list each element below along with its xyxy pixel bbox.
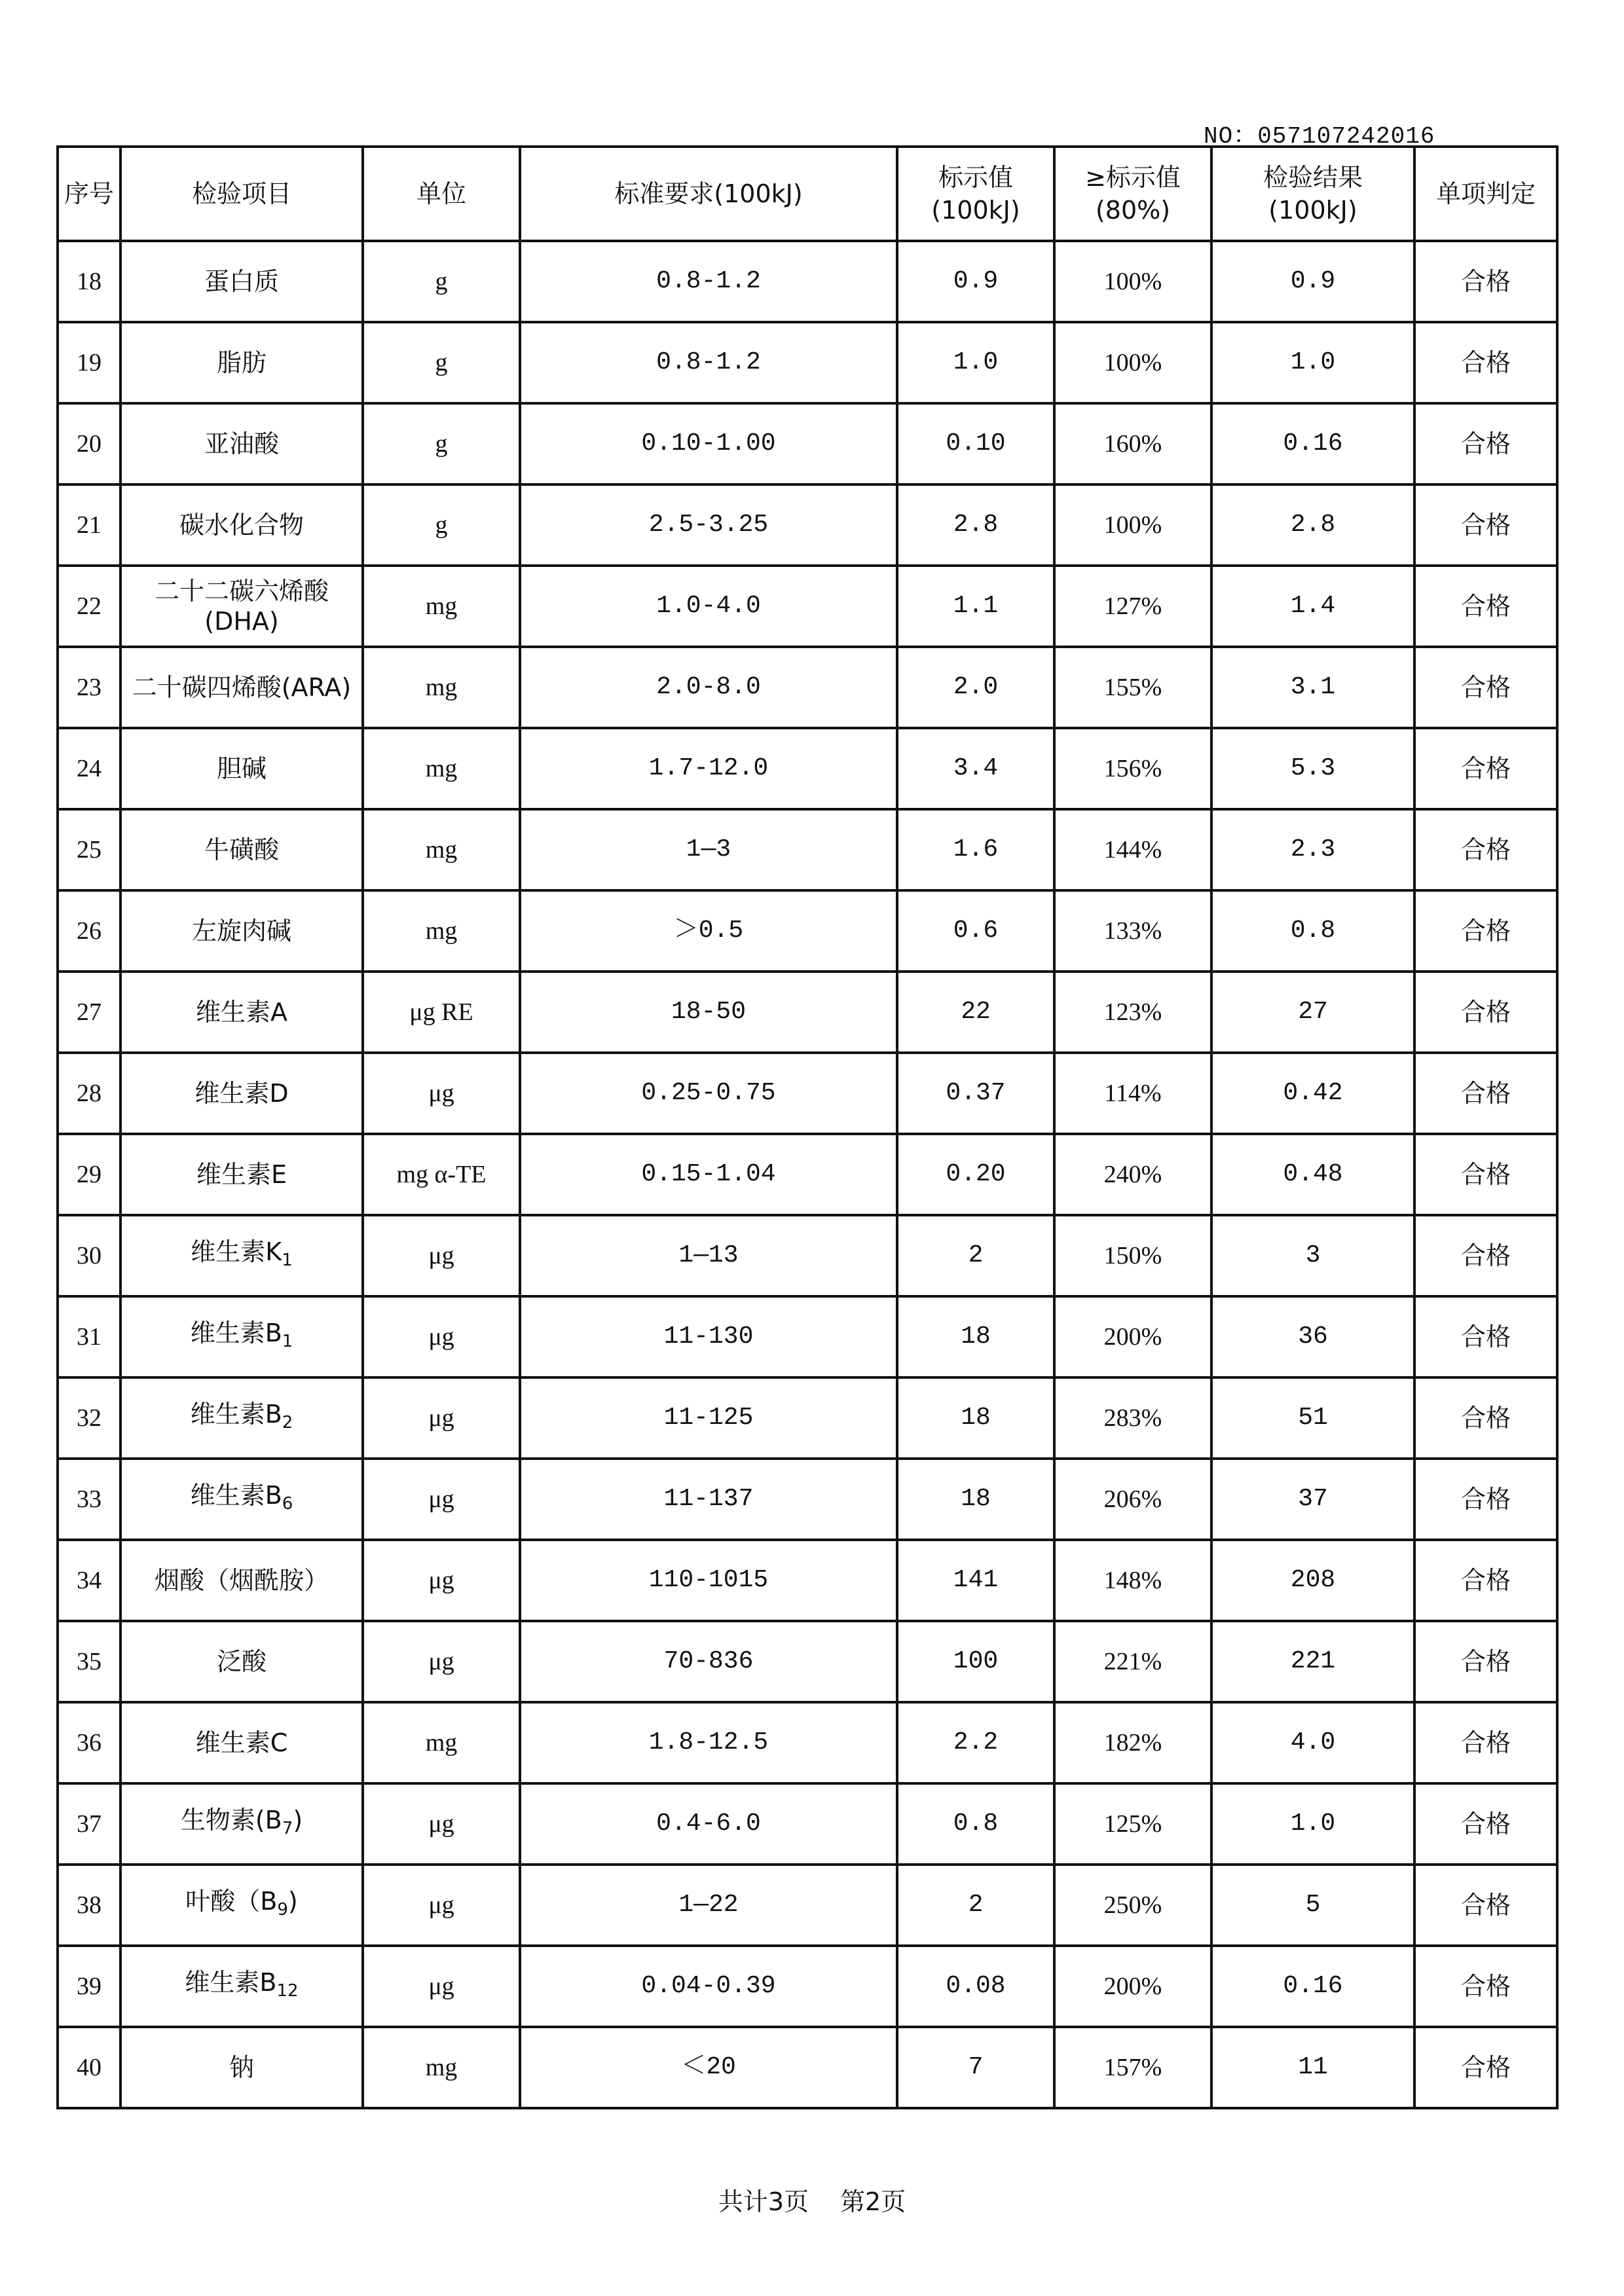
cell-labeled-value: 18 — [897, 1296, 1054, 1377]
cell-labeled-value: 2.2 — [897, 1702, 1054, 1783]
item-subscript: 9 — [277, 1899, 288, 1920]
cell-test-result: 5 — [1211, 1865, 1414, 1946]
cell-item: 烟酸（烟酰胺） — [120, 1540, 363, 1621]
cell-seq: 18 — [58, 241, 120, 322]
table-row — [58, 1783, 1557, 1865]
table-row — [58, 1621, 1557, 1702]
cell-item: 维生素E — [120, 1134, 363, 1215]
cell-seq: 20 — [58, 403, 120, 484]
cell-item: 蛋白质 — [120, 241, 363, 322]
cell-seq: 35 — [58, 1621, 120, 1702]
cell-test-result: 0.48 — [1211, 1134, 1414, 1215]
cell-item: 维生素A — [120, 972, 363, 1053]
cell-unit: μg — [363, 1946, 520, 2027]
report-number: NO：057107242016 — [1204, 123, 1435, 150]
cell-test-result: 4.0 — [1211, 1702, 1414, 1783]
cell-pct-of-labeled: 148% — [1054, 1540, 1211, 1621]
cell-unit: μg RE — [363, 972, 520, 1053]
cell-verdict: 合格 — [1414, 2027, 1557, 2108]
cell-seq: 34 — [58, 1540, 120, 1621]
cell-standard: 1.0-4.0 — [520, 566, 897, 647]
cell-item: 二十二碳六烯酸 (DHA) — [120, 566, 363, 647]
cell-labeled-value: 1.6 — [897, 809, 1054, 890]
cell-labeled-value: 0.20 — [897, 1134, 1054, 1215]
cell-unit: mg — [363, 566, 520, 647]
cell-pct-of-labeled: 100% — [1054, 484, 1211, 566]
cell-pct-of-labeled: 240% — [1054, 1134, 1211, 1215]
cell-test-result: 1.0 — [1211, 1783, 1414, 1865]
table-row — [58, 1540, 1557, 1621]
cell-item: 碳水化合物 — [120, 484, 363, 566]
cell-test-result: 36 — [1211, 1296, 1414, 1377]
cell-labeled-value: 2.8 — [897, 484, 1054, 566]
cell-verdict: 合格 — [1414, 1865, 1557, 1946]
table-row — [58, 1215, 1557, 1296]
cell-unit: μg — [363, 1783, 520, 1865]
cell-standard: 1—13 — [520, 1215, 897, 1296]
table-row — [58, 1865, 1557, 1946]
cell-labeled-value: 0.37 — [897, 1053, 1054, 1134]
cell-verdict: 合格 — [1414, 809, 1557, 890]
table-row — [58, 647, 1557, 728]
cell-pct-of-labeled: 114% — [1054, 1053, 1211, 1134]
cell-item: 泛酸 — [120, 1621, 363, 1702]
cell-unit: μg — [363, 1621, 520, 1702]
table-row — [58, 1053, 1557, 1134]
cell-unit: mg — [363, 728, 520, 809]
cell-pct-of-labeled: 156% — [1054, 728, 1211, 809]
cell-verdict: 合格 — [1414, 1540, 1557, 1621]
cell-unit: μg — [363, 1296, 520, 1377]
cell-verdict: 合格 — [1414, 1134, 1557, 1215]
cell-item: 维生素D — [120, 1053, 363, 1134]
cell-seq: 37 — [58, 1783, 120, 1865]
cell-unit: g — [363, 322, 520, 403]
cell-labeled-value: 0.08 — [897, 1946, 1054, 2027]
cell-pct-of-labeled: 127% — [1054, 566, 1211, 647]
cell-item: 钠 — [120, 2027, 363, 2108]
cell-test-result: 0.16 — [1211, 403, 1414, 484]
cell-verdict: 合格 — [1414, 890, 1557, 972]
cell-labeled-value: 0.10 — [897, 403, 1054, 484]
total-pages: 共计3页 — [718, 2187, 809, 2216]
cell-test-result: 3 — [1211, 1215, 1414, 1296]
cell-unit: mg — [363, 890, 520, 972]
cell-seq: 29 — [58, 1134, 120, 1215]
cell-standard: 0.25-0.75 — [520, 1053, 897, 1134]
cell-seq: 32 — [58, 1377, 120, 1459]
cell-verdict: 合格 — [1414, 241, 1557, 322]
cell-pct-of-labeled: 100% — [1054, 322, 1211, 403]
cell-standard: 0.10-1.00 — [520, 403, 897, 484]
cell-item: 生物素$(B_7)$ — [120, 1783, 363, 1865]
cell-seq: 22 — [58, 566, 120, 647]
cell-standard: 2.0-8.0 — [520, 647, 897, 728]
cell-labeled-value: 3.4 — [897, 728, 1054, 809]
header-pct-of-labeled: ≥标示值 (80%) — [1054, 147, 1211, 241]
cell-standard: 1.8-12.5 — [520, 1702, 897, 1783]
cell-verdict: 合格 — [1414, 1459, 1557, 1540]
cell-unit: μg — [363, 1540, 520, 1621]
cell-item: 脂肪 — [120, 322, 363, 403]
cell-test-result: 1.0 — [1211, 322, 1414, 403]
cell-labeled-value: 7 — [897, 2027, 1054, 2108]
cell-standard: 0.4-6.0 — [520, 1783, 897, 1865]
cell-unit: μg — [363, 1215, 520, 1296]
table-row — [58, 1377, 1557, 1459]
inspection-results-table — [56, 145, 1559, 2109]
cell-pct-of-labeled: 160% — [1054, 403, 1211, 484]
cell-pct-of-labeled: 182% — [1054, 1702, 1211, 1783]
cell-unit: μg — [363, 1459, 520, 1540]
cell-verdict: 合格 — [1414, 566, 1557, 647]
cell-standard: 11-130 — [520, 1296, 897, 1377]
table-row — [58, 484, 1557, 566]
cell-standard: 70-836 — [520, 1621, 897, 1702]
page-footer — [0, 2181, 1624, 2217]
cell-pct-of-labeled: 144% — [1054, 809, 1211, 890]
cell-labeled-value: 22 — [897, 972, 1054, 1053]
cell-standard: 110-1015 — [520, 1540, 897, 1621]
cell-item: 左旋肉碱 — [120, 890, 363, 972]
cell-item: 叶酸$(B_9)$ — [120, 1865, 363, 1946]
cell-item: 维生素$B_{12}$ — [120, 1946, 363, 2027]
cell-seq: 33 — [58, 1459, 120, 1540]
cell-standard: 11-125 — [520, 1377, 897, 1459]
cell-seq: 40 — [58, 2027, 120, 2108]
cell-unit: mg — [363, 647, 520, 728]
table-row — [58, 241, 1557, 322]
cell-pct-of-labeled: 157% — [1054, 2027, 1211, 2108]
cell-seq: 24 — [58, 728, 120, 809]
cell-verdict: 合格 — [1414, 1296, 1557, 1377]
table-row — [58, 890, 1557, 972]
cell-standard: 1.7-12.0 — [520, 728, 897, 809]
cell-unit: g — [363, 484, 520, 566]
table-row — [58, 728, 1557, 809]
cell-unit: mg — [363, 1702, 520, 1783]
cell-test-result: 11 — [1211, 2027, 1414, 2108]
cell-seq: 39 — [58, 1946, 120, 2027]
cell-verdict: 合格 — [1414, 403, 1557, 484]
cell-seq: 23 — [58, 647, 120, 728]
cell-labeled-value: 2 — [897, 1865, 1054, 1946]
header-seq: 序号 — [58, 147, 120, 241]
table-row — [58, 403, 1557, 484]
header-unit: 单位 — [363, 147, 520, 241]
cell-verdict: 合格 — [1414, 1702, 1557, 1783]
cell-labeled-value: 100 — [897, 1621, 1054, 1702]
cell-verdict: 合格 — [1414, 1621, 1557, 1702]
cell-test-result: 0.9 — [1211, 241, 1414, 322]
table-row — [58, 1702, 1557, 1783]
header-verdict: 单项判定 — [1414, 147, 1557, 241]
cell-seq: 31 — [58, 1296, 120, 1377]
cell-labeled-value: 0.8 — [897, 1783, 1054, 1865]
cell-test-result: 221 — [1211, 1621, 1414, 1702]
cell-item: 维生素$B_2$ — [120, 1377, 363, 1459]
cell-item: 胆碱 — [120, 728, 363, 809]
cell-standard: 0.04-0.39 — [520, 1946, 897, 2027]
cell-unit: μg — [363, 1865, 520, 1946]
table-row — [58, 322, 1557, 403]
cell-pct-of-labeled: 200% — [1054, 1946, 1211, 2027]
cell-test-result: 51 — [1211, 1377, 1414, 1459]
cell-pct-of-labeled: 206% — [1054, 1459, 1211, 1540]
cell-item: 维生素C — [120, 1702, 363, 1783]
cell-labeled-value: 2.0 — [897, 647, 1054, 728]
cell-item: 牛磺酸 — [120, 809, 363, 890]
cell-standard: 0.15-1.04 — [520, 1134, 897, 1215]
cell-labeled-value: 1.0 — [897, 322, 1054, 403]
cell-labeled-value: 18 — [897, 1459, 1054, 1540]
table-row — [58, 1296, 1557, 1377]
current-page: 第2页 — [840, 2187, 906, 2216]
cell-seq: 36 — [58, 1702, 120, 1783]
cell-test-result: 37 — [1211, 1459, 1414, 1540]
item-subscript: 2 — [282, 1412, 293, 1432]
cell-seq: 25 — [58, 809, 120, 890]
cell-standard: 1—22 — [520, 1865, 897, 1946]
cell-item: 二十碳四烯酸(ARA) — [120, 647, 363, 728]
cell-standard: 1—3 — [520, 809, 897, 890]
cell-test-result: 208 — [1211, 1540, 1414, 1621]
table-row — [58, 1946, 1557, 2027]
cell-seq: 27 — [58, 972, 120, 1053]
cell-pct-of-labeled: 125% — [1054, 1783, 1211, 1865]
cell-verdict: 合格 — [1414, 322, 1557, 403]
cell-test-result: 1.4 — [1211, 566, 1414, 647]
cell-verdict: 合格 — [1414, 647, 1557, 728]
cell-verdict: 合格 — [1414, 972, 1557, 1053]
cell-verdict: 合格 — [1414, 1377, 1557, 1459]
cell-pct-of-labeled: 123% — [1054, 972, 1211, 1053]
table-header-row — [58, 147, 1557, 241]
item-subscript: 12 — [276, 1980, 299, 2001]
header-item: 检验项目 — [120, 147, 363, 241]
cell-pct-of-labeled: 133% — [1054, 890, 1211, 972]
cell-seq: 30 — [58, 1215, 120, 1296]
cell-test-result: 2.8 — [1211, 484, 1414, 566]
cell-labeled-value: 1.1 — [897, 566, 1054, 647]
cell-labeled-value: 141 — [897, 1540, 1054, 1621]
cell-unit: g — [363, 403, 520, 484]
table-row — [58, 809, 1557, 890]
cell-standard: ＜20 — [520, 2027, 897, 2108]
cell-verdict: 合格 — [1414, 484, 1557, 566]
cell-item: 维生素$K_1$ — [120, 1215, 363, 1296]
cell-standard: 0.8-1.2 — [520, 322, 897, 403]
header-standard: 标准要求(100kJ) — [520, 147, 897, 241]
header-test-result: 检验结果 (100kJ) — [1211, 147, 1414, 241]
cell-labeled-value: 0.9 — [897, 241, 1054, 322]
cell-unit: mg α-TE — [363, 1134, 520, 1215]
cell-item: 维生素$B_1$ — [120, 1296, 363, 1377]
cell-unit: g — [363, 241, 520, 322]
cell-unit: mg — [363, 809, 520, 890]
cell-pct-of-labeled: 100% — [1054, 241, 1211, 322]
item-subscript: 1 — [282, 1331, 293, 1351]
cell-verdict: 合格 — [1414, 1053, 1557, 1134]
cell-pct-of-labeled: 221% — [1054, 1621, 1211, 1702]
cell-seq: 26 — [58, 890, 120, 972]
item-subscript: 6 — [282, 1493, 293, 1514]
cell-seq: 19 — [58, 322, 120, 403]
cell-pct-of-labeled: 155% — [1054, 647, 1211, 728]
item-subscript: 7 — [282, 1818, 293, 1838]
table-body — [58, 241, 1557, 2108]
cell-standard: 11-137 — [520, 1459, 897, 1540]
cell-standard: ＞0.5 — [520, 890, 897, 972]
table-row — [58, 972, 1557, 1053]
cell-test-result: 0.16 — [1211, 1946, 1414, 2027]
cell-pct-of-labeled: 283% — [1054, 1377, 1211, 1459]
cell-pct-of-labeled: 200% — [1054, 1296, 1211, 1377]
table-row — [58, 1134, 1557, 1215]
cell-test-result: 3.1 — [1211, 647, 1414, 728]
cell-verdict: 合格 — [1414, 728, 1557, 809]
cell-seq: 21 — [58, 484, 120, 566]
cell-item: 维生素$B_6$ — [120, 1459, 363, 1540]
cell-item: 亚油酸 — [120, 403, 363, 484]
table-row — [58, 2027, 1557, 2108]
cell-test-result: 0.8 — [1211, 890, 1414, 972]
cell-pct-of-labeled: 250% — [1054, 1865, 1211, 1946]
cell-standard: 18-50 — [520, 972, 897, 1053]
cell-labeled-value: 0.6 — [897, 890, 1054, 972]
cell-standard: 0.8-1.2 — [520, 241, 897, 322]
cell-test-result: 27 — [1211, 972, 1414, 1053]
table-row — [58, 1459, 1557, 1540]
cell-test-result: 2.3 — [1211, 809, 1414, 890]
cell-unit: mg — [363, 2027, 520, 2108]
cell-standard: 2.5-3.25 — [520, 484, 897, 566]
cell-unit: μg — [363, 1053, 520, 1134]
cell-test-result: 0.42 — [1211, 1053, 1414, 1134]
cell-seq: 28 — [58, 1053, 120, 1134]
cell-labeled-value: 18 — [897, 1377, 1054, 1459]
cell-unit: μg — [363, 1377, 520, 1459]
cell-pct-of-labeled: 150% — [1054, 1215, 1211, 1296]
cell-verdict: 合格 — [1414, 1215, 1557, 1296]
cell-verdict: 合格 — [1414, 1783, 1557, 1865]
table-row — [58, 566, 1557, 647]
cell-labeled-value: 2 — [897, 1215, 1054, 1296]
item-subscript: 1 — [282, 1250, 293, 1270]
cell-test-result: 5.3 — [1211, 728, 1414, 809]
cell-seq: 38 — [58, 1865, 120, 1946]
header-labeled-value: 标示值 (100kJ) — [897, 147, 1054, 241]
cell-verdict: 合格 — [1414, 1946, 1557, 2027]
